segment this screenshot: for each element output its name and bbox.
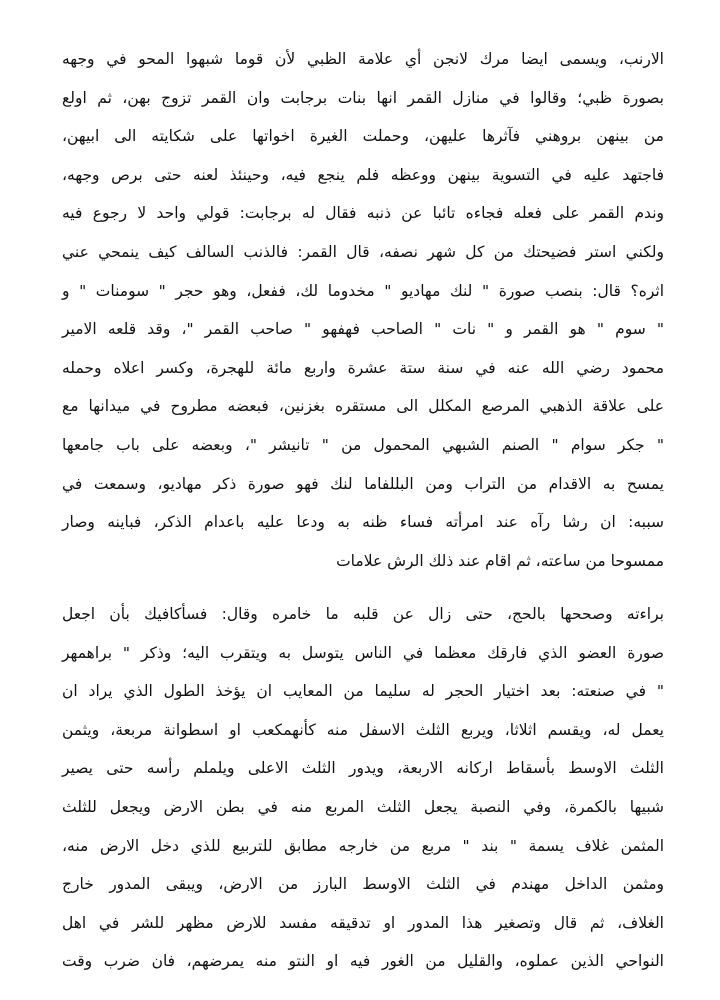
text-line: من بينهن بروهني فآثرها عليهن، وحملت الغيرة اخواتها على شكايته الى ابيهن، xyxy=(62,127,664,146)
text-line: يعمل له، ويقسم اثلاثا، ويربع الثلث الاسفل منه كأنهمكعب او اسطوانة مربعة، ويثمن xyxy=(62,720,664,739)
text-line: محمود رضي الله عنه في سنة ستة عشرة واربع مائة للهجرة، وكسر اعلاه وحمله xyxy=(62,358,664,377)
text-line: " جكر سوام " الصنم الشبهي المحمول من " تانيشر "، وبعضه على باب جامعها xyxy=(62,435,664,454)
text-line: الثلث الاوسط بأسقاط اركانه الاربعة، ويدور الثلث الاعلى ويلملم رأسه حتى يصير xyxy=(62,759,664,778)
text-line: ولكني استر فضيحتك من كل شهر نصفه، قال القمر: فالذنب السالف كيف ينمحي عني xyxy=(62,242,664,261)
text-line: صورة العضو الذي فارقك معظما في الناس يتوسل به ويتقرب اليه؛ وذكر " براهمهر xyxy=(62,643,664,662)
text-line: على علاقة الذهبي المرصع المكلل الى مستقره بغزنين، فبعضه مطروح في ميدانها مع xyxy=(62,397,664,416)
text-line: ممسوحا من ساعته، ثم اقام عند ذلك الرش علامات xyxy=(336,551,664,570)
text-line: وندم القمر على فعله فجاءه تائبا عن ذنبه فقال له برجابت: قولي واحد لا رجوع فيه xyxy=(62,204,664,223)
text-line: الغلاف، ثم قال وتصغير هذا المدور او تدقيقه مفسد للارض مظهر للشر في اهل xyxy=(62,913,664,932)
paragraph-1 xyxy=(62,40,664,580)
paragraph-2 xyxy=(62,595,664,981)
text-line: النواحي الذين عملوه، والقليل من الغور فيه او النتو منه يمرضهم، فان ضرب وقت xyxy=(62,952,664,971)
text-line: سببه: ان رشا رآه عند امرأته فساء ظنه به ودعا عليه باعدام الذكر، فباينه وصار xyxy=(62,513,664,532)
text-line: " سوم " هو القمر و " نات " الصاحب فهفهو " صاحب القمر "، وقد قلعه الامير xyxy=(62,320,664,339)
text-line: " في صنعته: بعد اختيار الحجر له سليما من المعايب ان يؤخذ الطول الذي يراد ان xyxy=(62,682,664,701)
text-line: بصورة ظبي؛ وقالوا في منازل القمر انها بنات برجابت وان القمر تزوج بهن، ثم اولع xyxy=(62,88,664,107)
text-line: المثمن غلاف يسمة " بند " مربع من خارجه مطابق للتربيع للذي دخل الارض منه، xyxy=(62,836,664,855)
text-line: شبيها بالكمرة، وفي النصبة يجعل الثلث المربع منه في بطن الارض ويجعل للثلث xyxy=(62,797,664,816)
text-line: فاجتهد عليه في التسوية بينهن ووعظه فلم ينجع فيه، وحينئذ لعنه حتى برص وجهه، xyxy=(62,165,664,184)
text-line: الارنب، ويسمى ايضا مرك لانجن أي علامة الظبي لأن قوما شبهوا المحو في وجهه xyxy=(62,50,664,68)
text-line: اثره؟ قال: بنصب صورة " لنك مهاديو " مخدوما لك، ففعل، وهو حجر " سومنات " و xyxy=(62,281,664,300)
text-line: يمسح به الاقدام من التراب ومن البللفاما لنك فهو صورة ذكر مهاديو، وسمعت في xyxy=(62,474,664,493)
text-line: ومثمن الداخل مهندم في الثلث الاوسط البارز من الارض، ويبقى المدور خارج xyxy=(62,875,664,894)
text-line: براءته وصححها بالحج، حتى زال عن قلبه ما خامره وقال: فسأكافيك بأن اجعل xyxy=(62,605,664,623)
